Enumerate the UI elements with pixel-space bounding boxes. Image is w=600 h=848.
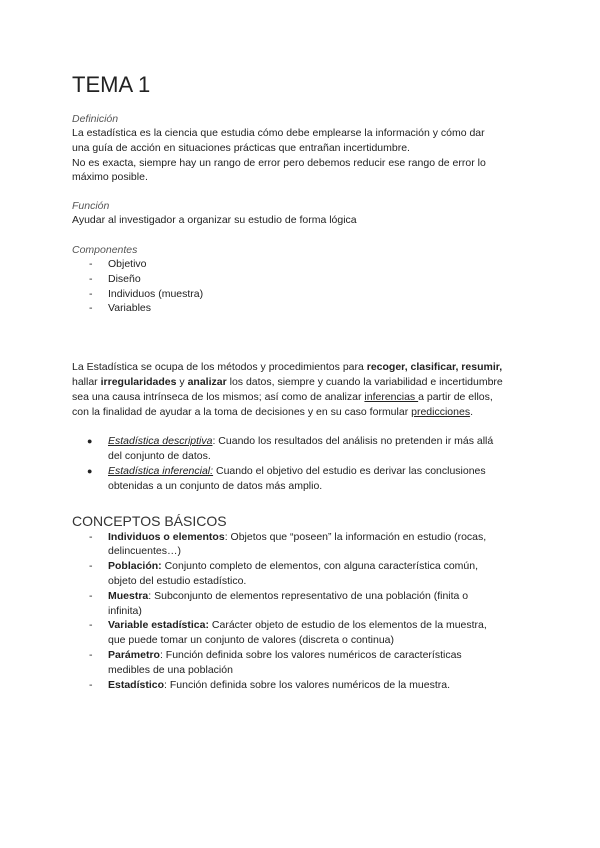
concept-poblacion: - Población: Conjunto completo de elementos, con alguna característica común, objeto del estudio estadístico. [89,560,479,587]
components-heading: Componentes [72,243,138,256]
definition-line-1: La estadística es la ciencia que estudia cómo debe emplearse la información y cómo dar [72,127,485,139]
list-item: - Individuos (muestra) [89,287,204,300]
definition-line-3: No es exacta, siempre hay un rango de error pero debemos reducir ese rango de error lo [72,156,486,169]
concepts-list [72,530,532,693]
concept-variable: - Variable estadística: Carácter objeto de estudio de los elementos de la muestra, que puede tomar un conjunto de valores (discreta o continua) [89,619,487,647]
paragraph-line-3: sea una causa intrínseca de los mismos; así como de analizar inferencias a partir de ellos, [72,390,493,403]
function-heading: Función [72,200,110,213]
list-item: - Variables [89,302,151,315]
concepts-heading: CONCEPTOS BÁSICOS [72,512,227,529]
definition-heading: Definición [72,113,119,125]
bullet-icon: ● [87,436,93,447]
concept-parametro: - Parámetro: Función definida sobre los valores numéricos de características medibles de una población [89,648,462,676]
list-item-descriptiva: ● Estadística descriptiva: Cuando los resultados del análisis no pretenden ir más allá del conjunto de datos. [87,435,494,463]
concept-muestra: - Muestra: Subconjunto de elementos representativo de una población (finita o infinita) [89,589,469,617]
paragraph-line-1: La Estadística se ocupa de los métodos y procedimientos para recoger, clasificar, resumir, [72,361,503,374]
document-page [72,72,532,692]
components-list [72,257,532,316]
paragraph-line-2: hallar irregularidades y analizar los datos, siempre y cuando la variabilidad e incertidumbre [72,375,503,388]
concept-estadistico: - Estadístico: Función definida sobre los valores numéricos de la muestra. [89,678,451,691]
list-item-inferencial: ● Estadística inferencial: Cuando el objetivo del estudio es derivar las conclusiones obtenidas a un conjunto de datos más amplio. [87,464,486,492]
definition-line-4: máximo posible. [72,171,148,184]
function-text: Ayudar al investigador a organizar su estudio de forma lógica [72,214,357,227]
list-item: - Diseño [89,272,141,285]
list-item: - Objetivo [89,257,147,270]
concept-individuos: - Individuos o elementos: Objetos que “poseen” la información en estudio (rocas, delincuentes…) [89,530,487,558]
paragraph-line-4: con la finalidad de ayudar a la toma de decisiones y en su caso formular predicciones. [72,405,473,418]
page-title: TEMA 1 [72,72,151,97]
bullet-icon: ● [87,465,93,476]
types-list [72,434,532,493]
definition-line-2: una guía de acción en situaciones prácticas que entrañan incertidumbre. [72,141,410,154]
